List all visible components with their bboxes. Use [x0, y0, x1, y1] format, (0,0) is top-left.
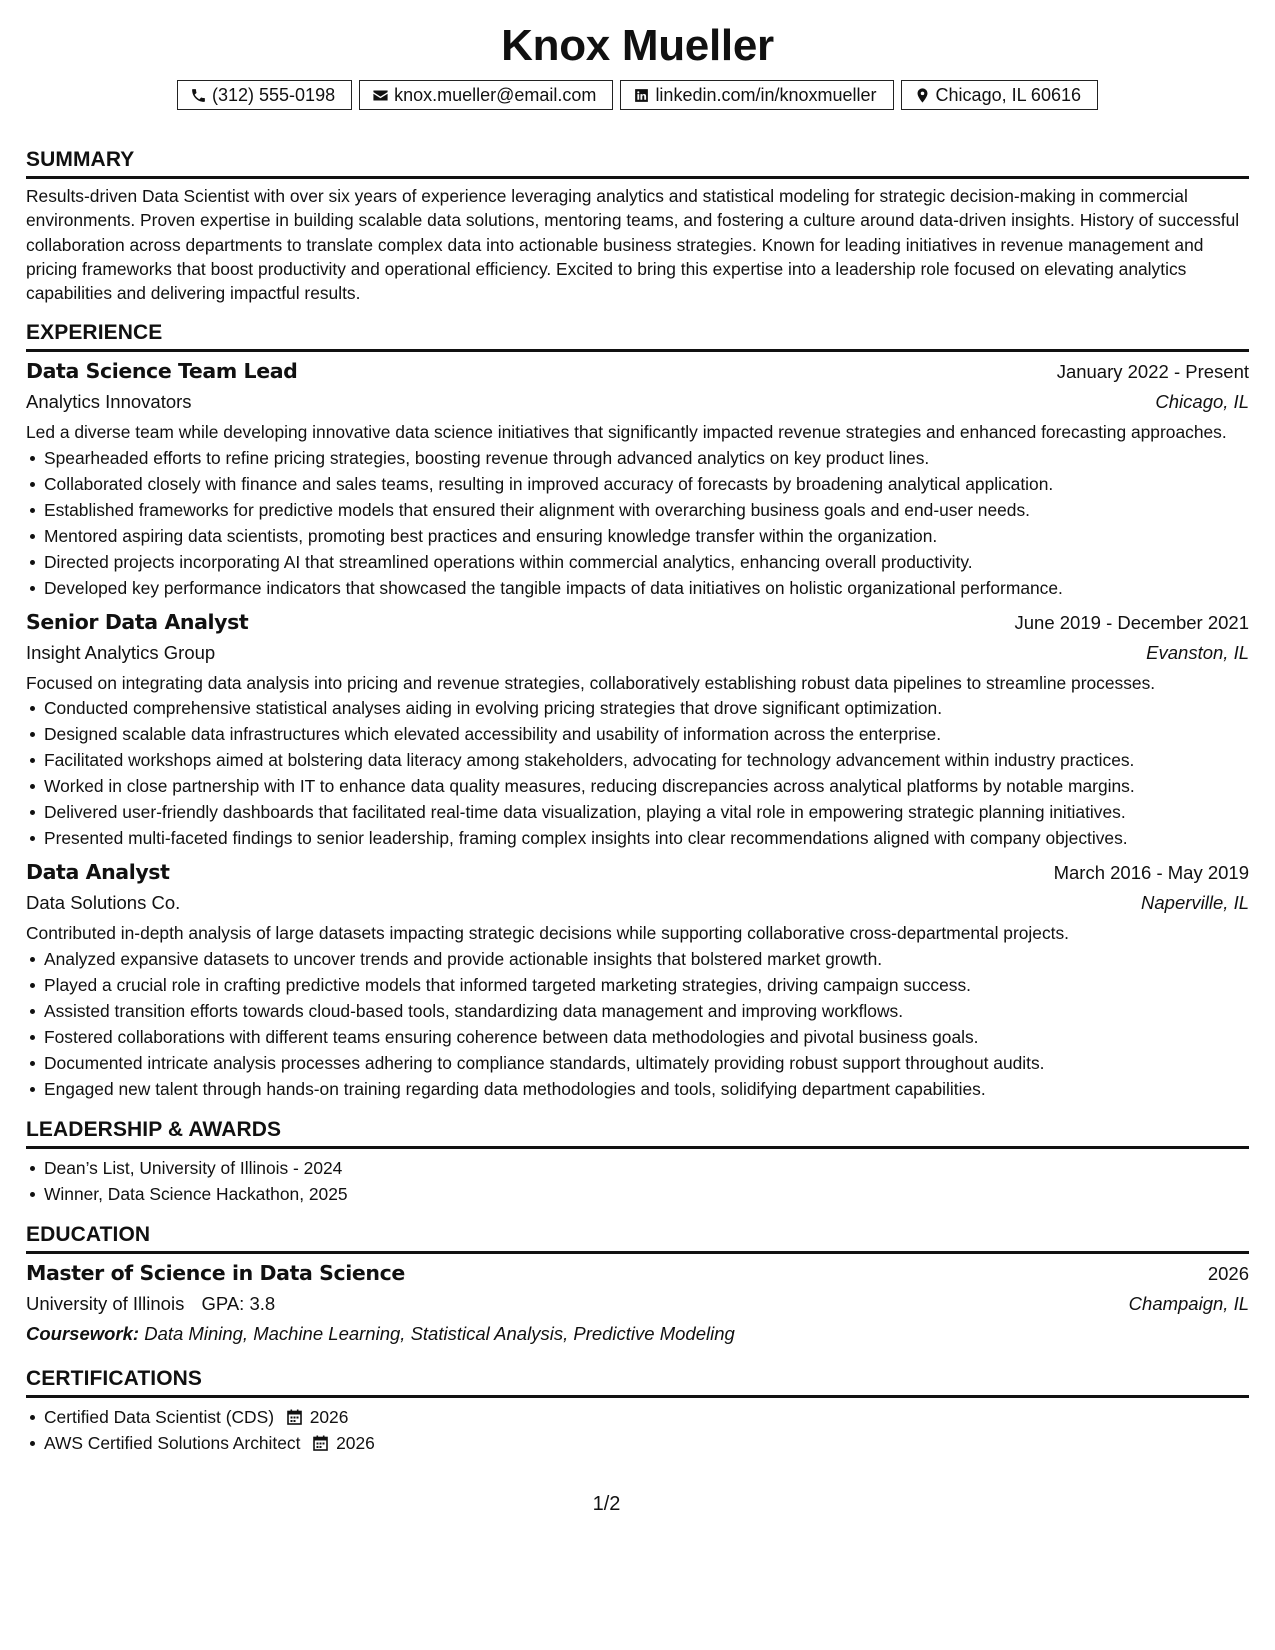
resume-page: [26, 18, 1249, 1456]
job-bullets: [26, 695, 1249, 851]
list-item: Conducted comprehensive statistical analyses aiding in evolving pricing strategies that drove significant optimization.: [44, 695, 1249, 721]
contact-location-text: Chicago, IL 60616: [935, 85, 1081, 105]
school-line: [26, 1289, 275, 1319]
map-marker-icon: [914, 87, 931, 104]
summary-text: Results-driven Data Scientist with over six years of experience leveraging analytics and statistical modeling for strategic decision-making in commercial environments. Proven expertise in building scalable data solutions, mentoring teams, and fostering a culture around data-driven insights. History of successful collaboration across departments to translate complex data into actionable business strategies. Known for leading initiatives in revenue management and pricing frameworks that boost productivity and operational efficiency. Excited to bring this expertise into a leadership role focused on elevating analytics capabilities and delivering impactful results.: [26, 186, 1240, 304]
job-description: Focused on integrating data analysis into pricing and revenue strategies, collaboratively establishing robust data pipelines to streamline processes.: [26, 672, 1156, 693]
contact-email-text: knox.mueller@email.com: [394, 85, 597, 105]
contact-linkedin-text: linkedin.com/in/knoxmueller: [655, 85, 877, 105]
list-item: Collaborated closely with finance and sales teams, resulting in improved accuracy of forecasts by broadening analytical application.: [44, 471, 1249, 497]
leadership-list: [26, 1155, 1249, 1207]
leadership-section: [26, 1116, 1249, 1207]
calendar-icon: [287, 1409, 302, 1425]
list-item: [44, 1404, 1249, 1430]
list-item: Developed key performance indicators that showcased the tangible impacts of data initiatives on holistic organizational performance.: [44, 575, 1249, 601]
section-title-summary: SUMMARY: [26, 146, 1249, 179]
job-company: Data Solutions Co.: [26, 892, 181, 914]
list-item: Designed scalable data infrastructures which elevated accessibility and usability of information across the enterprise.: [44, 721, 1249, 747]
list-item: Dean’s List, University of Illinois - 2024: [44, 1155, 1249, 1181]
job-description: Led a diverse team while developing innovative data science initiatives that significantly impacted revenue strategies and enhanced forecasting approaches.: [26, 422, 1227, 443]
job-title: Data Science Team Lead: [26, 359, 298, 384]
linkedin-icon: [633, 87, 650, 104]
job-dates: January 2022 - Present: [1056, 361, 1249, 383]
gpa: GPA: 3.8: [201, 1292, 276, 1314]
job-dates: June 2019 - December 2021: [1014, 611, 1249, 633]
list-item: Analyzed expansive datasets to uncover trends and provide actionable insights that bolstered market growth.: [44, 946, 1249, 972]
list-item: Established frameworks for predictive models that ensured their alignment with overarching business goals and end-user needs.: [44, 497, 1249, 523]
list-item: Presented multi-faceted findings to senior leadership, framing complex insights into clear recommendations aligned with company objectives.: [44, 825, 1249, 851]
list-item: Played a crucial role in crafting predictive models that informed targeted marketing strategies, driving campaign success.: [44, 972, 1249, 998]
job-company: Analytics Innovators: [26, 391, 192, 413]
job-description: Contributed in-depth analysis of large datasets impacting strategic decisions while supporting collaborative cross-departmental projects.: [26, 923, 1070, 944]
job-title: Senior Data Analyst: [26, 609, 249, 634]
list-item: Facilitated workshops aimed at bolstering data literacy among stakeholders, advocating for technology advancement within industry practices.: [44, 747, 1249, 773]
candidate-name: Knox Mueller: [501, 21, 774, 70]
envelope-icon: [372, 87, 389, 104]
contact-location: [901, 80, 1098, 110]
list-item: Winner, Data Science Hackathon, 2025: [44, 1181, 1249, 1207]
school-name: University of Illinois: [26, 1292, 185, 1314]
contact-phone-text: (312) 555-0198: [212, 85, 336, 105]
contact-phone[interactable]: [177, 80, 352, 110]
contact-bar: [26, 80, 1249, 110]
phone-icon: [190, 87, 207, 104]
coursework: [26, 1319, 1249, 1349]
list-item: [44, 1430, 1249, 1456]
job-bullets: [26, 445, 1249, 601]
coursework-list: Data Mining, Machine Learning, Statistical Analysis, Predictive Modeling: [144, 1322, 735, 1344]
list-item: Assisted transition efforts towards cloud-based tools, standardizing data management and improving workflows.: [44, 998, 1249, 1024]
job-entry: [26, 857, 1249, 1102]
degree-year: 2026: [1207, 1262, 1249, 1284]
job-company: Insight Analytics Group: [26, 641, 216, 663]
page-indicator: 1/2: [592, 1493, 621, 1515]
section-title-leadership: LEADERSHIP & AWARDS: [26, 1116, 1249, 1149]
job-dates: March 2016 - May 2019: [1053, 862, 1249, 884]
job-bullets: [26, 946, 1249, 1102]
list-item: Directed projects incorporating AI that streamlined operations within commercial analytics, enhancing overall productivity.: [44, 549, 1249, 575]
list-item: Mentored aspiring data scientists, promoting best practices and ensuring knowledge transfer within the organization.: [44, 523, 1249, 549]
coursework-label: Coursework:: [26, 1322, 140, 1344]
cert-name: AWS Certified Solutions Architect: [44, 1432, 301, 1453]
list-item: Fostered collaborations with different teams ensuring coherence between data methodologies and pivotal business goals.: [44, 1024, 1249, 1050]
section-title-education: EDUCATION: [26, 1221, 1249, 1254]
school-location: Champaign, IL: [1128, 1292, 1249, 1314]
section-title-certifications: CERTIFICATIONS: [26, 1365, 1249, 1398]
contact-email[interactable]: [359, 80, 613, 110]
job-location: Naperville, IL: [1141, 892, 1249, 914]
experience-section: [26, 319, 1249, 1102]
calendar-icon: [313, 1435, 328, 1451]
list-item: Worked in close partnership with IT to enhance data quality measures, reducing discrepancies across analytical platforms by notable margins.: [44, 773, 1249, 799]
list-item: Documented intricate analysis processes adhering to compliance standards, ultimately providing robust support throughout audits.: [44, 1050, 1249, 1076]
contact-linkedin[interactable]: [620, 80, 893, 110]
education-section: [26, 1221, 1249, 1349]
summary-section: [26, 146, 1249, 305]
cert-date: 2026: [309, 1406, 349, 1427]
list-item: Engaged new talent through hands-on training regarding data methodologies and tools, solidifying department capabilities.: [44, 1076, 1249, 1102]
job-entry: [26, 356, 1249, 601]
job-location: Chicago, IL: [1155, 391, 1249, 413]
certifications-list: [26, 1404, 1249, 1456]
job-entry: [26, 607, 1249, 852]
cert-date: 2026: [336, 1432, 375, 1453]
degree-title: Master of Science in Data Science: [26, 1260, 405, 1285]
certifications-section: [26, 1365, 1249, 1456]
section-title-experience: EXPERIENCE: [26, 319, 1249, 352]
job-title: Data Analyst: [26, 860, 170, 885]
job-location: Evanston, IL: [1146, 641, 1249, 663]
list-item: Spearheaded efforts to refine pricing strategies, boosting revenue through advanced analytics on key product lines.: [44, 445, 1249, 471]
list-item: Delivered user-friendly dashboards that facilitated real-time data visualization, playing a vital role in empowering strategic planning initiatives.: [44, 799, 1249, 825]
cert-name: Certified Data Scientist (CDS): [44, 1406, 275, 1427]
